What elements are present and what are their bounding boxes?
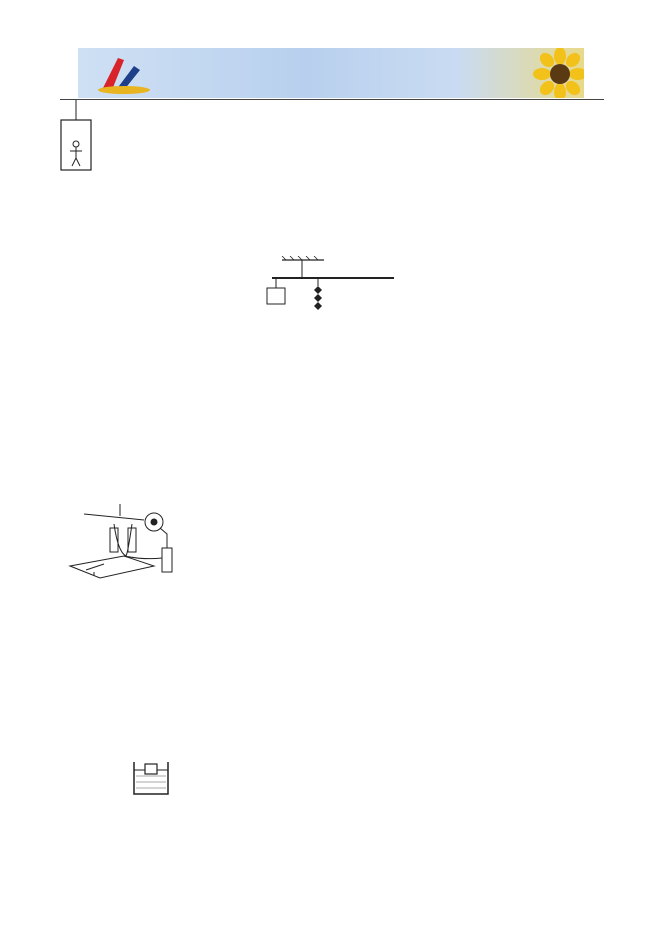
lever-figure bbox=[258, 256, 398, 328]
electric-bell-figure bbox=[64, 494, 204, 586]
sunflower-icon bbox=[530, 48, 584, 98]
header-banner bbox=[78, 48, 584, 98]
header-divider bbox=[60, 99, 604, 100]
cup-figure bbox=[130, 758, 172, 798]
q4-graphs bbox=[90, 326, 560, 428]
site-logo-icon bbox=[94, 52, 154, 94]
elevator-figure bbox=[58, 100, 94, 174]
q6-graphs bbox=[195, 740, 535, 800]
